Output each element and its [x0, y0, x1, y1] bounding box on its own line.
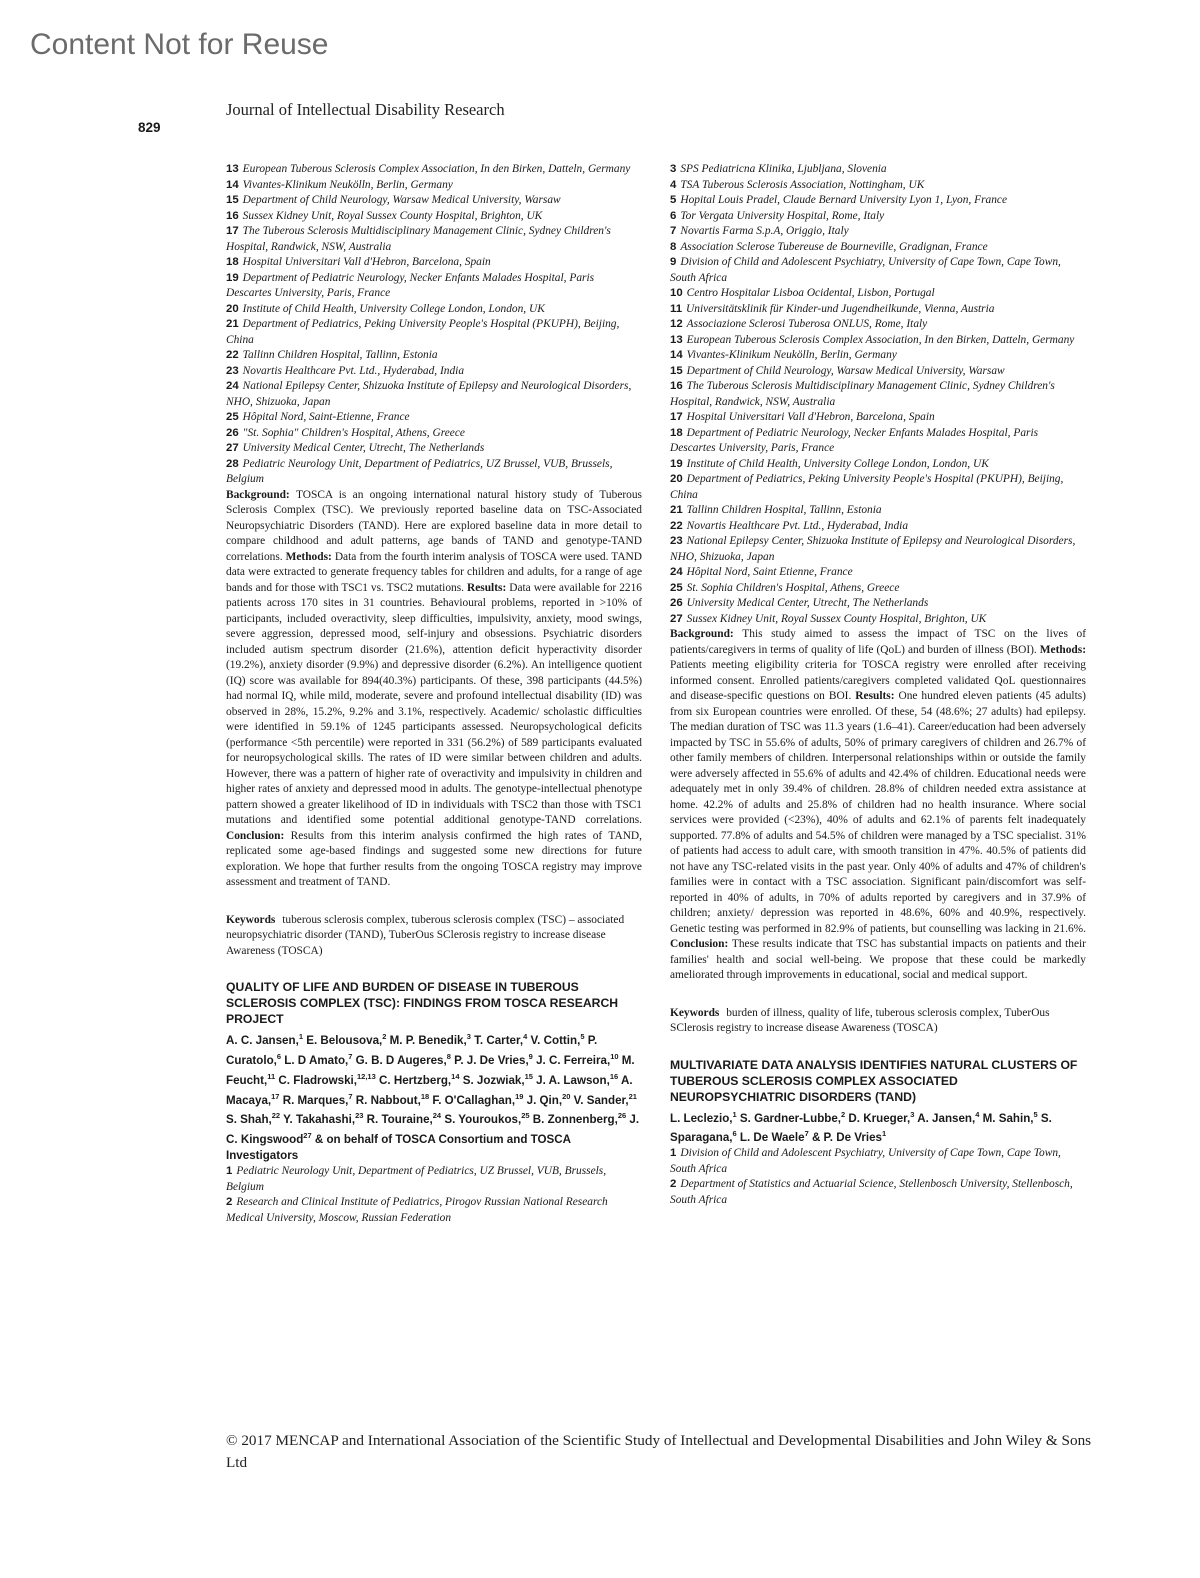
author-affiliation-marker: 1	[732, 1109, 737, 1119]
author-affiliation-marker: 22	[271, 1111, 281, 1121]
author-affiliation-marker: 6	[276, 1051, 282, 1061]
affiliation-text: Novartis Healthcare Pvt. Ltd., Hyderabad, India	[686, 519, 909, 532]
affiliation-number: 12	[670, 318, 683, 330]
affiliation-text: Institute of Child Health, University College London, London, UK	[242, 302, 545, 315]
author-affiliation-marker: 8	[446, 1051, 451, 1061]
author-name: F. O'Callaghan,	[429, 1093, 516, 1107]
affiliation-text: St. Sophia Children's Hospital, Athens, Greece	[686, 581, 900, 594]
methods-label: Methods:	[285, 550, 335, 563]
affiliation-item	[226, 255, 642, 271]
affiliation-item	[226, 193, 642, 209]
background-label: Background:	[670, 628, 743, 640]
author-name: D. Krueger,	[845, 1111, 911, 1125]
affiliation-number: 17	[670, 411, 683, 423]
affiliation-number: 25	[670, 581, 683, 594]
left-column	[226, 162, 642, 1226]
affiliation-text: National Epilepsy Center, Shizuoka Institute of Epilepsy and Neurological Disorders, NHO, Shizuoka, Japan	[670, 535, 1076, 563]
author-affiliation-marker: 1	[298, 1032, 303, 1041]
methods-label: Methods:	[1039, 643, 1086, 656]
affiliation-number: 27	[226, 442, 239, 454]
author-name: M. Sahin,	[979, 1111, 1034, 1125]
author-name: C. Fladrowski,	[275, 1073, 357, 1087]
conclusion-text: These results indicate that TSC has substantial impacts on patients and their families' health and social well-being. We propose that these could be markedly ameliorated through improvements in educational, social and medical support.	[670, 938, 1086, 981]
affiliation-text: Association Sclerose Tubereuse de Bourneville, Gradignan, France	[680, 240, 988, 253]
keywords	[670, 1006, 1086, 1037]
affiliation-item	[670, 224, 1086, 240]
affiliation-item	[226, 302, 642, 318]
author-affiliation-marker: 23	[355, 1111, 364, 1121]
affiliation-text: The Tuberous Sclerosis Multidisciplinary Management Clinic, Sydney Children's Hospital, Randwick, NSW, Australia	[226, 225, 611, 253]
conclusion-label: Conclusion:	[226, 829, 291, 842]
affiliation-number: 3	[670, 163, 677, 175]
author-affiliation-marker: 21	[628, 1091, 637, 1101]
author-name: J. C. Kingswood	[226, 1113, 640, 1147]
author-affiliation-marker: 18	[420, 1091, 430, 1101]
affiliation-item	[226, 426, 642, 442]
affiliation-number: 26	[670, 597, 683, 609]
author-name: A. Macaya,	[226, 1073, 633, 1107]
author-name: J. C. Ferreira,	[532, 1053, 611, 1067]
affiliation-text: Tallinn Children Hospital, Tallinn, Estonia	[242, 349, 438, 361]
author-list	[226, 1029, 642, 1164]
affiliation-number: 19	[670, 457, 683, 470]
results-text: One hundred eleven patients (45 adults) from six European countries were enrolled. Of these, 54 (48.6%; 27 adults) had epilepsy. The median duration of TSC was 11.3 years (1.6–41). Career/education had been adversely impacted by TSC in 55.6% of adults, 50% of primary caregivers of children and 26.7% of other family members of children. Interpersonal relationships within or outside the family were adversely affected in 55.6% of adults and 42.4% of children. Educational needs were adequately met in only 39.4% of children. 28.8% of children needed extra assistance at home. 42.2% of adults and 25.8% of children had no health insurance. Where social services were provided (<23%), 40% of adults and 62.1% of parents felt inadequately supported. 77.8% of adults and 54.5% of children were managed by a TSC specialist. 31% of patients had access to adult care, with smooth transition in 47%. 40.5% of patients did not have any TSC-related visits in the past year. Only 40% of adults and 47% of children's families were in contact with a TSC association. Significant pain/discomfort was self-reported in 40% of adults, in 70% of adults reported by caregivers and in 37.9% of children; anxiety/ depression was reported in 48.6%, 60% and 40.9%, respectively. Genetic testing was performed in 82.9% of patients, but counselling was lacking in 21.6%.	[670, 690, 1086, 935]
affiliation-text: Department of Pediatric Neurology, Necker Enfants Malades Hospital, Paris Descartes University, Paris, France	[226, 271, 595, 299]
author-name: P. J. De Vries,	[450, 1053, 529, 1067]
affiliation-number: 27	[670, 612, 683, 625]
affiliation-item	[670, 364, 1086, 380]
affiliation-number: 16	[670, 380, 683, 392]
author-name: L. D Amato,	[281, 1053, 349, 1067]
author-name: S. Gardner-Lubbe,	[736, 1111, 842, 1125]
affiliation-text: Pediatric Neurology Unit, Department of Pediatrics, UZ Brussel, VUB, Brussels, Belgium	[226, 457, 613, 485]
author-affiliation-marker: 10	[610, 1051, 619, 1061]
abstract-title: MULTIVARIATE DATA ANALYSIS IDENTIFIES NATURAL CLUSTERS OF TUBEROUS SCLEROSIS COMPLEX ASSOCIATED NEUROPSYCHIATRIC DISORDERS (TAND)	[670, 1057, 1078, 1104]
abstract	[670, 627, 1086, 984]
affiliation-item	[670, 581, 1086, 597]
affiliation-number: 22	[670, 519, 683, 532]
affiliation-number: 13	[670, 333, 683, 346]
author-name: Y. Takahashi,	[280, 1113, 356, 1127]
affiliation-item	[670, 426, 1086, 457]
affiliation-item	[670, 472, 1086, 503]
affiliation-text: Department of Child Neurology, Warsaw Medical University, Warsaw	[242, 194, 561, 206]
affiliation-item	[670, 178, 1086, 194]
author-affiliation-marker: 16	[609, 1071, 619, 1081]
affiliation-text: Novartis Healthcare Pvt. Ltd., Hyderabad, India	[242, 364, 465, 377]
background-text: TOSCA is an ongoing international natural history study of Tuberous Sclerosis Complex (TSC). We previously reported baseline data on TSC-Associated Neuropsychiatric Disorders (TAND). Here are explored baseline data in more detail to compare childhood and adult patterns, age bands of TAND and genotype-TAND correlations.	[226, 488, 642, 563]
methods-text: Data from the fourth interim analysis of TOSCA were used. TAND data were extracted to generate frequency tables for children and adults, for a range of age bands and for those with TSC1 vs. TSC2 mutations.	[226, 550, 642, 594]
affiliation-item	[226, 1195, 642, 1226]
author-affiliation-marker: 2	[841, 1109, 846, 1119]
affiliation-item	[670, 333, 1086, 349]
affiliations-list	[670, 1146, 1086, 1208]
affiliation-number: 28	[226, 457, 239, 470]
affiliation-item	[226, 224, 642, 255]
methods-text: Patients meeting eligibility criteria for TOSCA registry were enrolled after receiving informed consent. Enrolled patients/caregivers completed validated QoL questionnaires and disease-specific questions on BOI.	[670, 659, 1086, 702]
author-affiliation-marker: 14	[451, 1071, 460, 1081]
author-affiliation-marker: 2	[382, 1032, 387, 1041]
author-name: G. B. D Augeres,	[352, 1053, 447, 1067]
affiliation-text: Hôpital Nord, Saint-Etienne, France	[242, 411, 410, 423]
author-name: S. Youroukos,	[441, 1113, 522, 1127]
affiliation-item	[226, 457, 642, 488]
journal-title: Journal of Intellectual Disability Research	[226, 100, 505, 119]
author-affiliation-marker: 25	[521, 1111, 530, 1121]
affiliation-text: "St. Sophia" Children's Hospital, Athens, Greece	[242, 426, 465, 439]
author-affiliation-marker: 4	[523, 1032, 528, 1041]
affiliation-text: Hopital Louis Pradel, Claude Bernard University Lyon 1, Lyon, France	[680, 194, 1008, 206]
right-column	[670, 162, 1086, 1208]
affiliation-item	[670, 162, 1086, 178]
affiliation-text: Sussex Kidney Unit, Royal Sussex County Hospital, Brighton, UK	[686, 612, 987, 625]
affiliation-text: Hospital Universitari Vall d'Hebron, Barcelona, Spain	[242, 256, 491, 268]
affiliation-number: 4	[670, 178, 677, 191]
affiliation-number: 9	[670, 256, 677, 268]
author-name: S. Sparagana,	[670, 1111, 1052, 1145]
affiliation-text: Division of Child and Adolescent Psychiatry, University of Cape Town, Cape Town, South Africa	[670, 256, 1061, 284]
affiliation-item	[226, 410, 642, 426]
author-name: C. Hertzberg,	[375, 1073, 452, 1087]
affiliation-item	[226, 364, 642, 380]
conclusion-label: Conclusion:	[670, 938, 732, 950]
affiliation-item	[670, 1177, 1086, 1208]
affiliation-item	[670, 286, 1086, 302]
affiliation-item	[670, 457, 1086, 473]
page-number: 829	[138, 120, 161, 135]
author-affiliation-marker: 1	[882, 1129, 887, 1139]
affiliation-number: 2	[670, 1178, 677, 1191]
affiliation-text: Centro Hospitalar Lisboa Ocidental, Lisbon, Portugal	[686, 287, 935, 299]
affiliation-text: TSA Tuberous Sclerosis Association, Nottingham, UK	[680, 178, 925, 191]
affiliation-number: 25	[226, 411, 239, 423]
affiliation-number: 16	[226, 209, 239, 222]
author-name: V. Cottin,	[527, 1033, 581, 1047]
affiliation-item	[670, 410, 1086, 426]
author-name: B. Zonnenberg,	[529, 1113, 618, 1127]
affiliation-number: 24	[670, 566, 683, 578]
affiliation-item	[670, 255, 1086, 286]
author-affiliation-marker: 19	[515, 1091, 524, 1101]
affiliation-item	[670, 565, 1086, 581]
affiliation-item	[670, 193, 1086, 209]
author-name: & on behalf of TOSCA Consortium and TOSCA Investigators	[226, 1133, 571, 1163]
author-affiliation-marker: 9	[528, 1051, 533, 1061]
affiliation-text: Department of Pediatric Neurology, Necker Enfants Malades Hospital, Paris Descartes University, Paris, France	[670, 426, 1039, 454]
affiliation-item	[226, 441, 642, 457]
author-name: S. Shah,	[226, 1113, 272, 1127]
affiliation-item	[226, 178, 642, 194]
author-affiliation-marker: 6	[732, 1129, 737, 1139]
affiliation-text: Department of Statistics and Actuarial Science, Stellenbosch University, Stellenbosch, South Africa	[670, 1178, 1073, 1206]
author-affiliation-marker: 7	[348, 1091, 353, 1101]
author-affiliation-marker: 5	[1033, 1109, 1038, 1119]
keywords	[226, 913, 642, 960]
copyright-footer: © 2017 MENCAP and International Association of the Scientific Study of Intellectual and Developmental Disabilities and John Wiley & Sons Ltd	[226, 1432, 1092, 1471]
author-name: T. Carter,	[470, 1033, 524, 1047]
affiliation-item	[226, 317, 642, 348]
affiliation-item	[226, 1164, 642, 1195]
affiliation-number: 24	[226, 380, 239, 392]
author-affiliation-marker: 3	[466, 1032, 471, 1041]
affiliation-number: 8	[670, 240, 677, 253]
author-affiliation-marker: 17	[271, 1091, 280, 1101]
affiliation-text: Vivantes-Klinikum Neukölln, Berlin, Germany	[242, 178, 453, 191]
affiliation-number: 23	[226, 364, 239, 377]
author-affiliation-marker: 4	[975, 1109, 980, 1119]
author-name: R. Touraine,	[363, 1113, 433, 1127]
affiliation-number: 26	[226, 426, 239, 439]
author-name: & P. De Vries	[808, 1131, 882, 1145]
affiliation-item	[670, 534, 1086, 565]
affiliation-text: National Epilepsy Center, Shizuoka Institute of Epilepsy and Neurological Disorders, NHO, Shizuoka, Japan	[226, 380, 632, 408]
author-name: J. Qin,	[523, 1093, 563, 1107]
affiliation-text: Vivantes-Klinikum Neukölln, Berlin, Germany	[686, 349, 897, 361]
affiliation-text: Division of Child and Adolescent Psychiatry, University of Cape Town, Cape Town, South Africa	[670, 1147, 1061, 1175]
affiliations-list	[670, 162, 1086, 627]
affiliation-number: 2	[226, 1196, 233, 1209]
author-name: A. Jansen,	[914, 1111, 976, 1125]
affiliation-item	[670, 209, 1086, 225]
affiliation-item	[226, 348, 642, 364]
affiliation-text: Universitätsklinik für Kinder-und Jugendheilkunde, Vienna, Austria	[686, 302, 995, 315]
affiliation-text: University Medical Center, Utrecht, The Netherlands	[242, 442, 485, 454]
affiliation-text: SPS Pediatricna Klinika, Ljubljana, Slovenia	[680, 163, 887, 175]
author-list	[670, 1107, 1086, 1147]
author-name: R. Marques,	[279, 1093, 349, 1107]
results-text: Data were available for 2216 patients across 170 sites in 31 countries. Behavioural problems, reported in >10% of participants, included overactivity, sleep difficulties, impulsivity, anxiety, mood swings, severe aggression, depressed mood, self-injury and obsessions. Psychiatric disorders included autism spectrum disorder (21.6%), attention deficit hyperactivity disorder (19.2%), anxiety disorder (9.9%) and depressive disorder (6.2%). An intelligence quotient (IQ) score was available for 894(40.3%) participants. Of these, 398 participants (44.5%) had normal IQ, while mild, moderate, severe and profound intellectual disability (ID) was observed in 28%, 15.2%, 9.2% and 3.1%, respectively. Academic/ scholastic difficulties were identified in 59.1% of 1245 participants assessed. Neuropsychological deficits (performance <5th percentile) were reported in 331 (56.2%) of 589 participants evaluated for neuropsychological skills. The rates of ID were similar between children and adults. However, there was a pattern of higher rate of overactivity and impulsivity in children and higher rates of anxiety and depressed mood in adults. The genotype-intellectual phenotype pattern showed a greater likelihood of ID in individuals with TSC2 than those with TSC1 mutations and identified some potential additional genotype-TAND correlations.	[226, 581, 642, 826]
affiliation-number: 13	[226, 163, 239, 175]
affiliation-text: Institute of Child Health, University College London, London, UK	[686, 457, 989, 470]
author-name: M. Feucht,	[226, 1053, 635, 1087]
author-affiliation-marker: 26	[617, 1111, 627, 1121]
author-name: R. Nabbout,	[352, 1093, 421, 1107]
author-name: V. Sander,	[570, 1093, 629, 1107]
keywords-label: Keywords	[670, 1006, 720, 1019]
author-affiliation-marker: 3	[910, 1109, 915, 1119]
affiliation-text: Research and Clinical Institute of Pediatrics, Pirogov Russian National Research Medical University, Moscow, Russian Federation	[226, 1196, 608, 1224]
author-affiliation-marker: 27	[303, 1131, 312, 1141]
affiliation-number: 18	[670, 426, 683, 439]
affiliation-text: Hôpital Nord, Saint Etienne, France	[686, 566, 853, 578]
author-affiliation-marker: 20	[562, 1091, 571, 1101]
affiliation-item	[226, 162, 642, 178]
affiliation-item	[670, 302, 1086, 318]
watermark: Content Not for Reuse	[30, 28, 329, 61]
affiliation-item	[670, 1146, 1086, 1177]
author-affiliation-marker: 11	[267, 1071, 276, 1081]
abstract	[226, 488, 642, 891]
author-name: L. De Waele	[736, 1131, 805, 1145]
affiliation-text: Tallinn Children Hospital, Tallinn, Estonia	[686, 504, 882, 516]
affiliation-text: Tor Vergata University Hospital, Rome, Italy	[680, 209, 885, 222]
affiliation-text: Pediatric Neurology Unit, Department of Pediatrics, UZ Brussel, VUB, Brussels, Belgium	[226, 1165, 607, 1193]
affiliation-text: Hospital Universitari Vall d'Hebron, Barcelona, Spain	[686, 411, 935, 423]
affiliation-number: 20	[226, 302, 239, 315]
author-name: L. Leclezio,	[670, 1111, 733, 1125]
affiliation-number: 7	[670, 225, 677, 237]
affiliation-text: European Tuberous Sclerosis Complex Association, In den Birken, Datteln, Germany	[242, 163, 631, 175]
affiliation-number: 23	[670, 535, 683, 547]
affiliation-text: University Medical Center, Utrecht, The Netherlands	[686, 597, 929, 609]
affiliation-item	[226, 271, 642, 302]
affiliation-item	[226, 209, 642, 225]
author-name: P. Curatolo,	[226, 1033, 598, 1067]
abstract-title: QUALITY OF LIFE AND BURDEN OF DISEASE IN TUBEROUS SCLEROSIS COMPLEX (TSC): FINDINGS FROM TOSCA RESEARCH PROJECT	[226, 980, 619, 1026]
author-affiliation-marker: 7	[804, 1129, 809, 1139]
affiliation-number: 1	[670, 1147, 677, 1160]
affiliation-item	[670, 503, 1086, 519]
results-label: Results:	[855, 690, 899, 702]
affiliation-item	[670, 612, 1086, 628]
affiliations-list	[226, 1164, 642, 1226]
author-name: J. A. Lawson,	[532, 1073, 610, 1087]
author-affiliation-marker: 7	[348, 1051, 353, 1061]
affiliation-number: 15	[670, 364, 683, 377]
results-label: Results:	[467, 581, 510, 594]
keywords-text: burden of illness, quality of life, tuberous sclerosis complex, TuberOus SClerosis registry to increase disease Awareness (TOSCA)	[670, 1006, 1050, 1034]
author-affiliation-marker: 5	[580, 1032, 585, 1041]
author-name: A. C. Jansen,	[226, 1033, 299, 1047]
author-name: E. Belousova,	[302, 1033, 383, 1047]
affiliation-text: The Tuberous Sclerosis Multidisciplinary Management Clinic, Sydney Children's Hospital, Randwick, NSW, Australia	[670, 380, 1055, 408]
background-text: This study aimed to assess the impact of TSC on the lives of patients/caregivers in terms of quality of life (QoL) and burden of illness (BOI).	[670, 628, 1086, 656]
affiliation-number: 14	[226, 178, 239, 191]
affiliations-list	[226, 162, 642, 488]
affiliation-number: 21	[226, 318, 239, 330]
author-affiliation-marker: 24	[432, 1111, 442, 1121]
affiliation-number: 17	[226, 225, 239, 237]
affiliation-number: 20	[670, 473, 683, 485]
keywords-label: Keywords	[226, 913, 276, 926]
affiliation-item	[670, 317, 1086, 333]
affiliation-text: Department of Pediatrics, Peking University People's Hospital (PKUPH), Beijing, China	[670, 473, 1064, 501]
affiliation-item	[670, 519, 1086, 535]
author-name: M. P. Benedik,	[386, 1033, 467, 1047]
affiliation-number: 14	[670, 349, 683, 361]
affiliation-text: Associazione Sclerosi Tuberosa ONLUS, Rome, Italy	[686, 318, 928, 330]
affiliation-item	[670, 596, 1086, 612]
author-affiliation-marker: 15	[524, 1071, 533, 1081]
affiliation-number: 18	[226, 256, 239, 268]
affiliation-text: European Tuberous Sclerosis Complex Association, In den Birken, Datteln, Germany	[686, 333, 1075, 346]
author-name: S. Jozwiak,	[459, 1073, 525, 1087]
background-label: Background:	[226, 488, 296, 501]
keywords-text: tuberous sclerosis complex, tuberous sclerosis complex (TSC) – associated neuropsychiatric disorder (TAND), TuberOus SClerosis registry to increase disease Awareness (TOSCA)	[226, 913, 625, 957]
affiliation-item	[670, 379, 1086, 410]
affiliation-item	[670, 348, 1086, 364]
conclusion-text: Results from this interim analysis confirmed the high rates of TAND, replicated some age-based findings and suggested some new directions for future exploration. We hope that further results from the ongoing TOSCA registry may improve assessment and treatment of TAND.	[226, 829, 642, 888]
affiliation-item	[226, 379, 642, 410]
affiliation-number: 22	[226, 349, 239, 361]
affiliation-number: 11	[670, 302, 683, 315]
affiliation-number: 1	[226, 1165, 233, 1178]
affiliation-number: 5	[670, 194, 677, 206]
affiliation-item	[670, 240, 1086, 256]
affiliation-text: Sussex Kidney Unit, Royal Sussex County Hospital, Brighton, UK	[242, 209, 543, 222]
affiliation-text: Department of Pediatrics, Peking University People's Hospital (PKUPH), Beijing, China	[226, 318, 620, 346]
affiliation-number: 10	[670, 287, 683, 299]
affiliation-number: 21	[670, 504, 683, 516]
author-affiliation-marker: 12,13	[357, 1071, 376, 1081]
affiliation-text: Novartis Farma S.p.A, Origgio, Italy	[680, 225, 849, 237]
affiliation-number: 15	[226, 194, 239, 206]
affiliation-number: 19	[226, 271, 239, 284]
affiliation-text: Department of Child Neurology, Warsaw Medical University, Warsaw	[686, 364, 1005, 377]
affiliation-number: 6	[670, 209, 677, 222]
